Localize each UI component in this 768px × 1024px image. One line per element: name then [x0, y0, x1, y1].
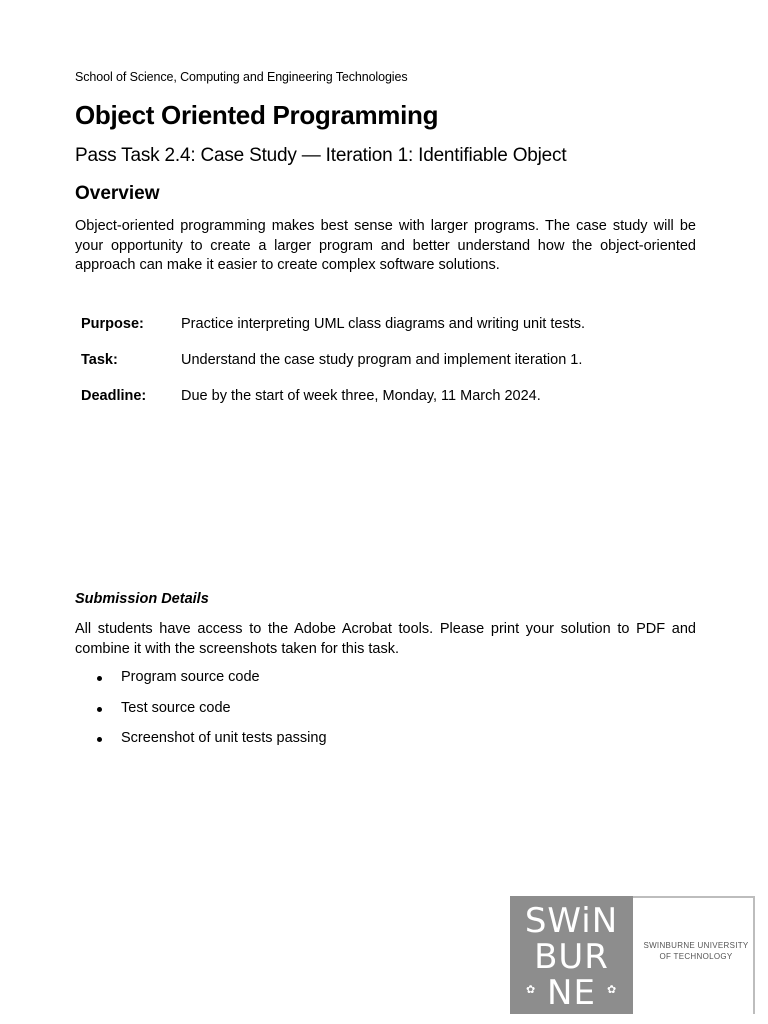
list-item: [97, 730, 327, 761]
list-item-text: Program source code: [121, 669, 260, 685]
flower-icon: ✿: [607, 984, 617, 996]
list-item-text: Screenshot of unit tests passing: [121, 730, 327, 746]
list-item-text: Test source code: [121, 699, 231, 716]
logo-side-line-2: OF TECHNOLOGY: [659, 952, 733, 961]
logo-side-text: [640, 940, 752, 962]
bullet-icon: [97, 676, 102, 681]
bullet-icon: [97, 737, 102, 742]
info-label: Purpose:: [81, 316, 144, 332]
info-value: Understand the case study program and implement iteration 1.: [181, 352, 583, 368]
info-label: Deadline:: [81, 388, 147, 404]
logo-text-line-1: SWiN: [524, 901, 619, 941]
logo-text-line-2: BUR: [534, 937, 609, 977]
overview-heading: Overview: [75, 183, 160, 204]
bullet-icon: [97, 707, 102, 712]
list-item: [97, 669, 327, 700]
logo-side-line-1: SWINBURNE UNIVERSITY: [643, 941, 749, 950]
submission-list: [97, 669, 327, 761]
page-title: Object Oriented Programming: [75, 100, 439, 130]
overview-paragraph: Object-oriented programming makes best sense with larger programs. The case study will be your opportunity to create a larger program and better understand how the object-oriented approach can make it easier to create complex software solutions.: [75, 218, 696, 273]
flower-icon: ✿: [526, 984, 536, 996]
logo-text-line-3: NE: [547, 973, 596, 1013]
info-value: Due by the start of week three, Monday, 11 March 2024.: [181, 388, 541, 404]
submission-heading: Submission Details: [75, 591, 209, 607]
list-item: [97, 700, 327, 731]
info-value: Practice interpreting UML class diagrams and writing unit tests.: [181, 316, 586, 332]
school-name: School of Science, Computing and Engineering Technologies: [75, 70, 408, 84]
page-subtitle: Pass Task 2.4: Case Study — Iteration 1: Identifiable Object: [75, 145, 567, 166]
info-label: Task:: [81, 352, 118, 368]
submission-paragraph: All students have access to the Adobe Acrobat tools. Please print your solution to PDF and combine it with the screenshots taken for this task.: [75, 621, 696, 657]
university-logo: [510, 896, 633, 1014]
